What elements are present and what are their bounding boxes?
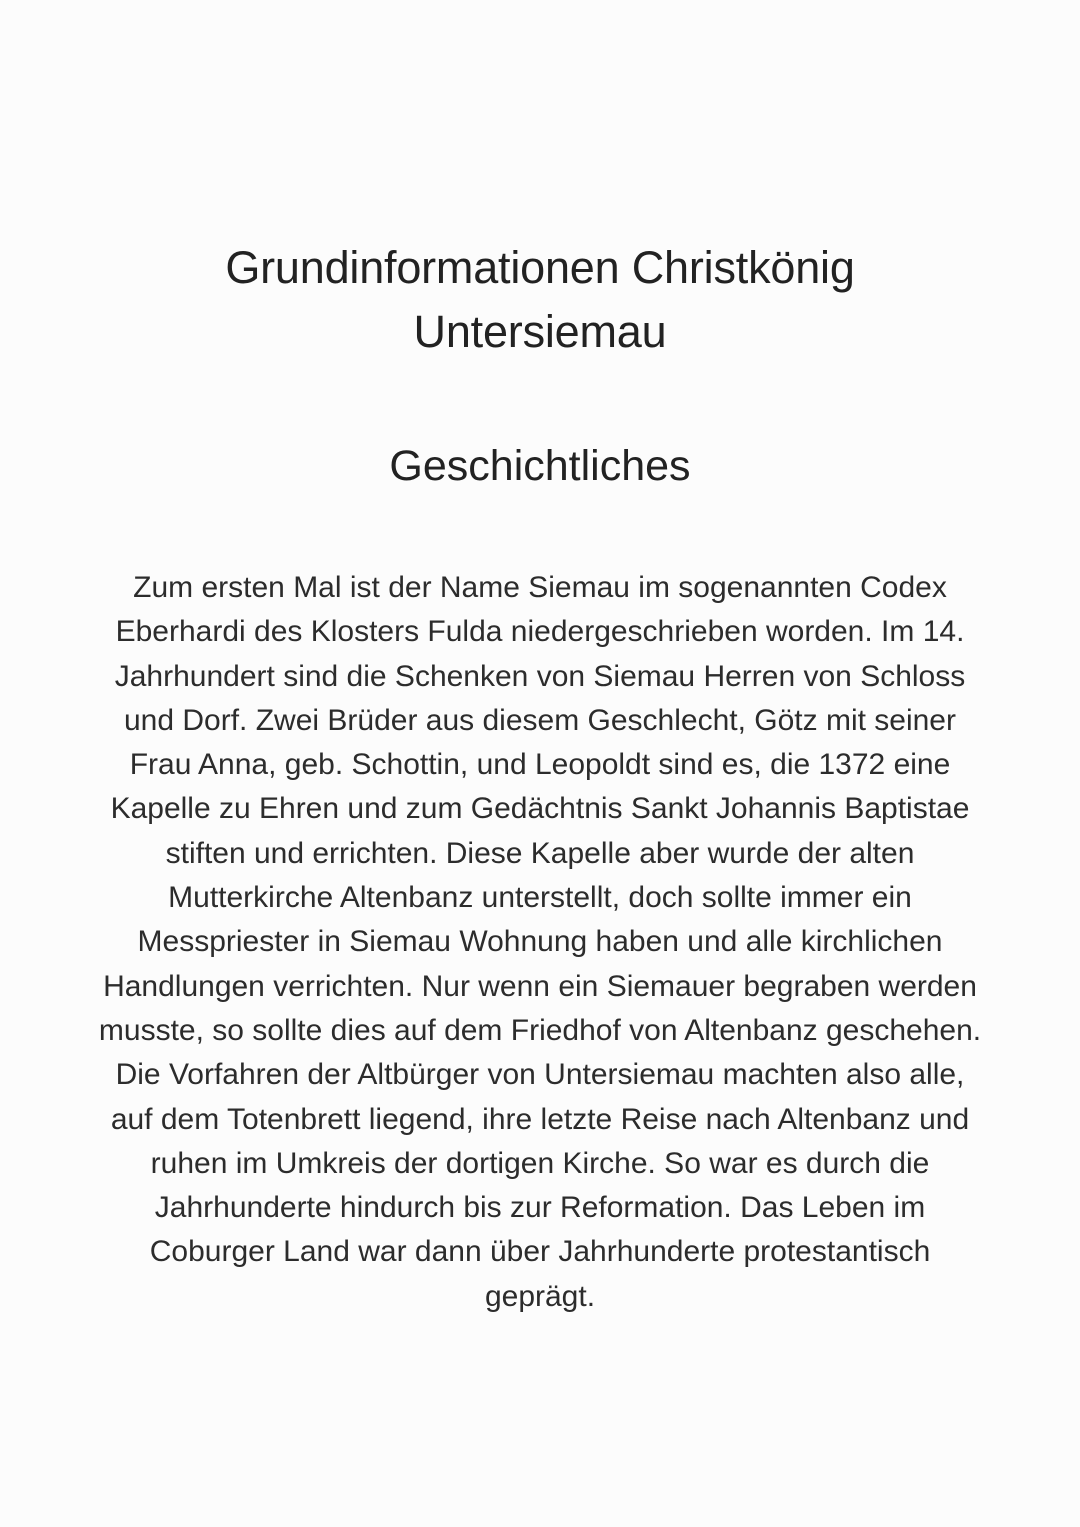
section-title: Geschichtliches [389,442,691,490]
page-title: Grundinformationen Christkönig Untersiemau [225,242,855,357]
history-paragraph: Zum ersten Mal ist der Name Siemau im sogenannten Codex Eberhardi des Klosters Fulda niedergeschrieben worden. Im 14. Jahrhundert sind die Schenken von Siemau Herren von Schloss und Dorf. Zwei Brüder aus diesem Geschlecht, Götz mit seiner Frau Anna, geb. Schottin, und Leopoldt sind es, die 1372 eine Kapelle zu Ehren und zum Gedächtnis Sankt Johannis Baptistae stiften und errichten. Diese Kapelle aber wurde der alten Mutterkirche Altenbanz unterstellt, doch sollte immer ein Messpriester in Siemau Wohnung haben und alle kirchlichen Handlungen verrichten. Nur wenn ein Siemauer begraben werden musste, so sollte dies auf dem Friedhof von Altenbanz geschehen. Die Vorfahren der Altbürger von Untersiemau machten also alle, auf dem Totenbrett liegend, ihre letzte Reise nach Altenbanz und ruhen im Umkreis der dortigen Kirche. So war es durch die Jahrhunderte hindurch bis zur Reformation. Das Leben im Coburger Land war dann über Jahrhunderte protestantisch geprägt. [98,571,982,1313]
